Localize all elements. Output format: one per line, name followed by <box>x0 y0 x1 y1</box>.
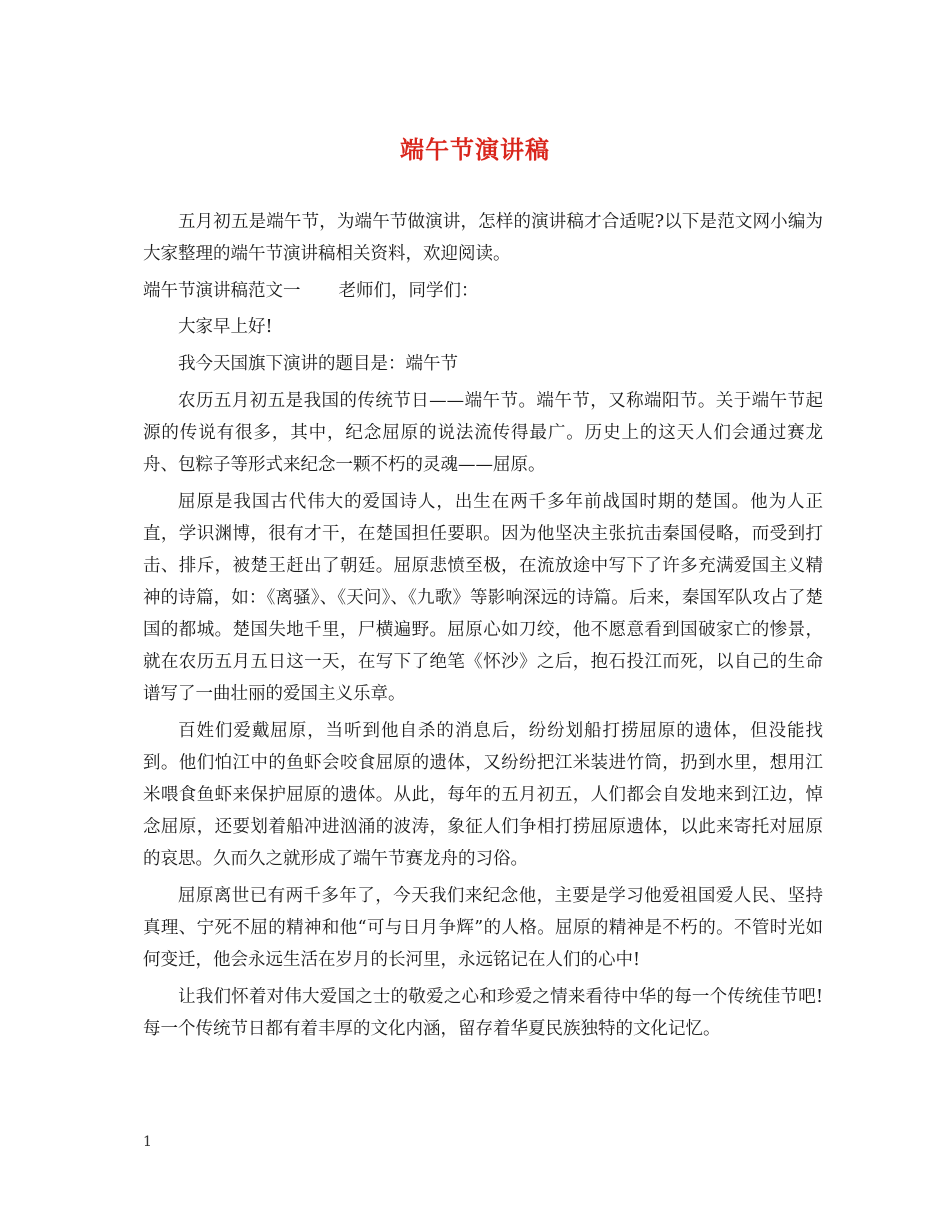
section-heading-line <box>143 275 823 307</box>
salutation: 老师们，同学们： <box>338 281 479 301</box>
topic-paragraph: 我今天国旗下演讲的题目是：端午节 <box>178 354 458 374</box>
body-paragraph-spirit: 屈原离世已有两千多年了，今天我们来纪念他，主要是学习他爱祖国爱人民、坚持真理、宁死不屈的精神和他“可与日月争辉”的人格。屈原的精神是不朽的。不管时光如何变迁，他会永远生活在岁月的长河里，永远铭记在人们的心中! <box>143 886 823 970</box>
section-heading: 端午节演讲稿范文一 <box>143 281 301 301</box>
document-title: 端午节演讲稿 <box>400 135 550 164</box>
greeting-paragraph: 大家早上好! <box>178 317 273 337</box>
body-paragraph-custom: 百姓们爱戴屈原，当听到他自杀的消息后，纷纷划船打捞屈原的遗体，但没能找到。他们怕江中的鱼虾会咬食屈原的遗体，又纷纷把江米装进竹筒，扔到水里，想用江米喂食鱼虾来保护屈原的遗体。从此，每年的五月初五，人们都会自发地来到江边，悼念屈原，还要划着船冲进汹涌的波涛，象征人们争相打捞屈原遗体，以此来寄托对屈原的哀思。久而久之就形成了端午节赛龙舟的习俗。 <box>143 721 823 869</box>
body-paragraph-closing: 让我们怀着对伟大爱国之士的敬爱之心和珍爱之情来看待中华的每一个传统佳节吧!每一个传统节日都有着丰厚的文化内涵，留存着华夏民族独特的文化记忆。 <box>143 987 823 1039</box>
intro-paragraph: 五月初五是端午节，为端午节做演讲，怎样的演讲稿才合适呢?以下是范文网小编为大家整理的端午节演讲稿相关资料，欢迎阅读。 <box>143 212 823 264</box>
document-body <box>143 206 823 1050</box>
page-number: 1 <box>143 1134 152 1150</box>
body-paragraph-quyuan: 屈原是我国古代伟大的爱国诗人，出生在两千多年前战国时期的楚国。他为人正直，学识渊博，很有才干，在楚国担任要职。因为他坚决主张抗击秦国侵略，而受到打击、排斥，被楚王赶出了朝廷。屈原悲愤至极，在流放途中写下了许多充满爱国主义精神的诗篇，如：《离骚》、《天问》、《九歌》等影响深远的诗篇。后来，秦国军队攻占了楚国的都城。楚国失地千里，尸横遍野。屈原心如刀绞，他不愿意看到国破家亡的惨景，就在农历五月五日这一天，在写下了绝笔《怀沙》之后，抱石投江而死，以自己的生命谱写了一曲壮丽的爱国主义乐章。 <box>143 492 823 704</box>
body-paragraph-origin: 农历五月初五是我国的传统节日——端午节。端午节，又称端阳节。关于端午节起源的传说有很多，其中，纪念屈原的说法流传得最广。历史上的这天人们会通过赛龙舟、包粽子等形式来纪念一颗不朽的灵魂——屈原。 <box>143 391 823 475</box>
